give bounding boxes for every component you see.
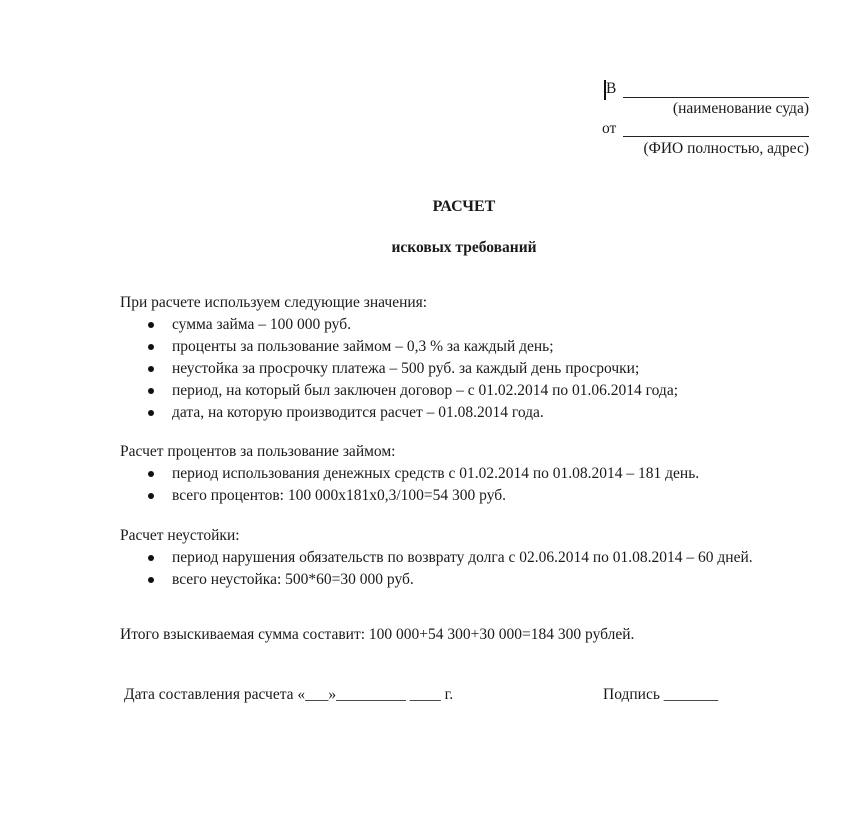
total-sum	[120, 624, 820, 646]
list-item: дата, на которую производится расчет – 01.08.2014 года.	[120, 402, 820, 424]
fio-caption: (ФИО полностью, адрес)	[643, 140, 809, 157]
text-cursor	[604, 80, 606, 100]
interest-section	[120, 441, 820, 507]
to-prefix: В	[606, 80, 617, 97]
values-section	[120, 292, 820, 424]
court-name-caption: (наименование суда)	[672, 100, 809, 117]
list-item: неустойка за просрочку платежа – 500 руб. за каждый день просрочки;	[120, 358, 820, 380]
fio-blank	[623, 136, 809, 137]
penalty-list	[120, 547, 820, 591]
list-item: всего неустойка: 500*60=30 000 руб.	[120, 569, 820, 591]
list-item: всего процентов: 100 000х181х0,3/100=54 300 руб.	[120, 485, 820, 507]
list-item: сумма займа – 100 000 руб.	[120, 314, 820, 336]
list-item: период, на который был заключен договор – с 01.02.2014 по 01.06.2014 года;	[120, 380, 820, 402]
list-item: период использования денежных средств с 01.02.2014 по 01.08.2014 – 181 день.	[120, 463, 820, 485]
values-list	[120, 314, 820, 424]
list-item: период нарушения обязательств по возврату долга с 02.06.2014 по 01.08.2014 – 60 дней.	[120, 547, 810, 569]
interest-list	[120, 463, 820, 507]
interest-intro: Расчет процентов за пользование займом:	[120, 443, 396, 460]
from-prefix: от	[602, 120, 617, 137]
document-title: РАСЧЕТ	[432, 198, 496, 215]
values-intro: При расчете используем следующие значения:	[120, 294, 428, 311]
penalty-intro: Расчет неустойки:	[120, 527, 240, 544]
signature-line: Подпись _______	[603, 686, 719, 703]
court-name-blank	[623, 97, 809, 98]
date-line: Дата составления расчета «___»_________ ____ г.	[124, 686, 454, 703]
total-text: Итого взыскиваемая сумма составит: 100 000+54 300+30 000=184 300 рублей.	[120, 626, 635, 643]
penalty-section	[120, 525, 820, 591]
document-subtitle: исковых требований	[391, 239, 537, 256]
list-item: проценты за пользование займом – 0,3 % за каждый день;	[120, 336, 820, 358]
